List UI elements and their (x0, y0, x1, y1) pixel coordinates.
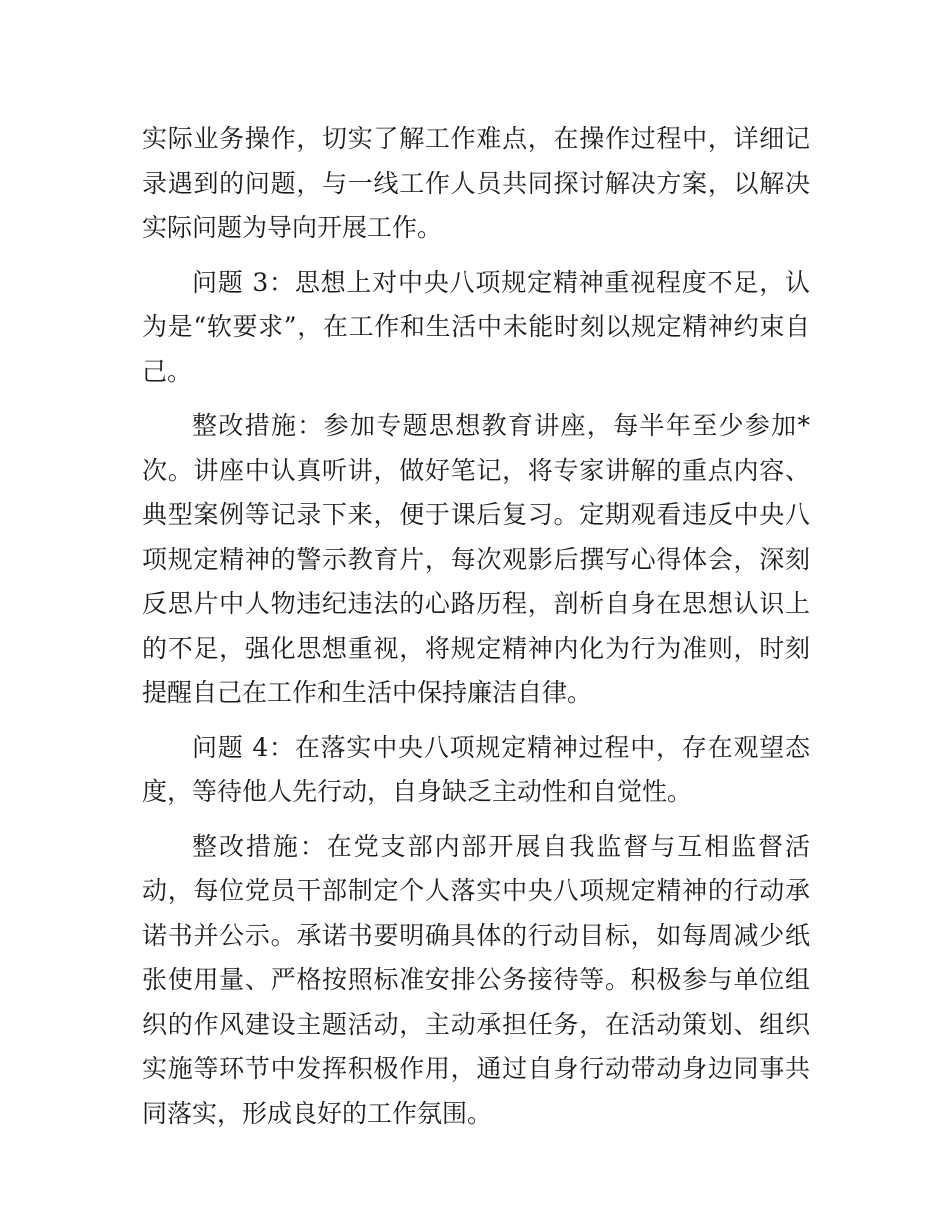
paragraph-problem-4: 问题 4：在落实中央八项规定精神过程中，存在观望态度，等待他人先行动，自身缺乏主动性和自觉性。 (142, 732, 810, 806)
paragraph-continuation: 实际业务操作，切实了解工作难点，在操作过程中，详细记录遇到的问题，与一线工作人员共同探讨解决方案，以解决实际问题为导向开展工作。 (142, 124, 810, 242)
paragraph-measures-4: 整改措施：在党支部内部开展自我监督与互相监督活动，每位党员干部制定个人落实中央八项规定精神的行动承诺书并公示。承诺书要明确具体的行动目标，如每周减少纸张使用量、严格按照标准安排公务接待等。积极参与单位组织的作风建设主题活动，主动承担任务，在活动策划、组织实施等环节中发挥积极作用，通过自身行动带动身边同事共同落实，形成良好的工作氛围。 (142, 831, 810, 1128)
paragraph-problem-3: 问题 3：思想上对中央八项规定精神重视程度不足，认为是“软要求”，在工作和生活中未能时刻以规定精神约束自己。 (142, 267, 810, 386)
paragraph-measures-3: 整改措施：参加专题思想教育讲座，每半年至少参加*次。讲座中认真听讲，做好笔记，将专家讲解的重点内容、典型案例等记录下来，便于课后复习。定期观看违反中央八项规定精神的警示教育片，每次观影后撰写心得体会，深刻反思片中人物违纪违法的心路历程，剖析自身在思想认识上的不足，强化思想重视，将规定精神内化为行为准则，时刻提醒自己在工作和生活中保持廉洁自律。 (142, 411, 810, 707)
document-body (142, 117, 810, 1146)
